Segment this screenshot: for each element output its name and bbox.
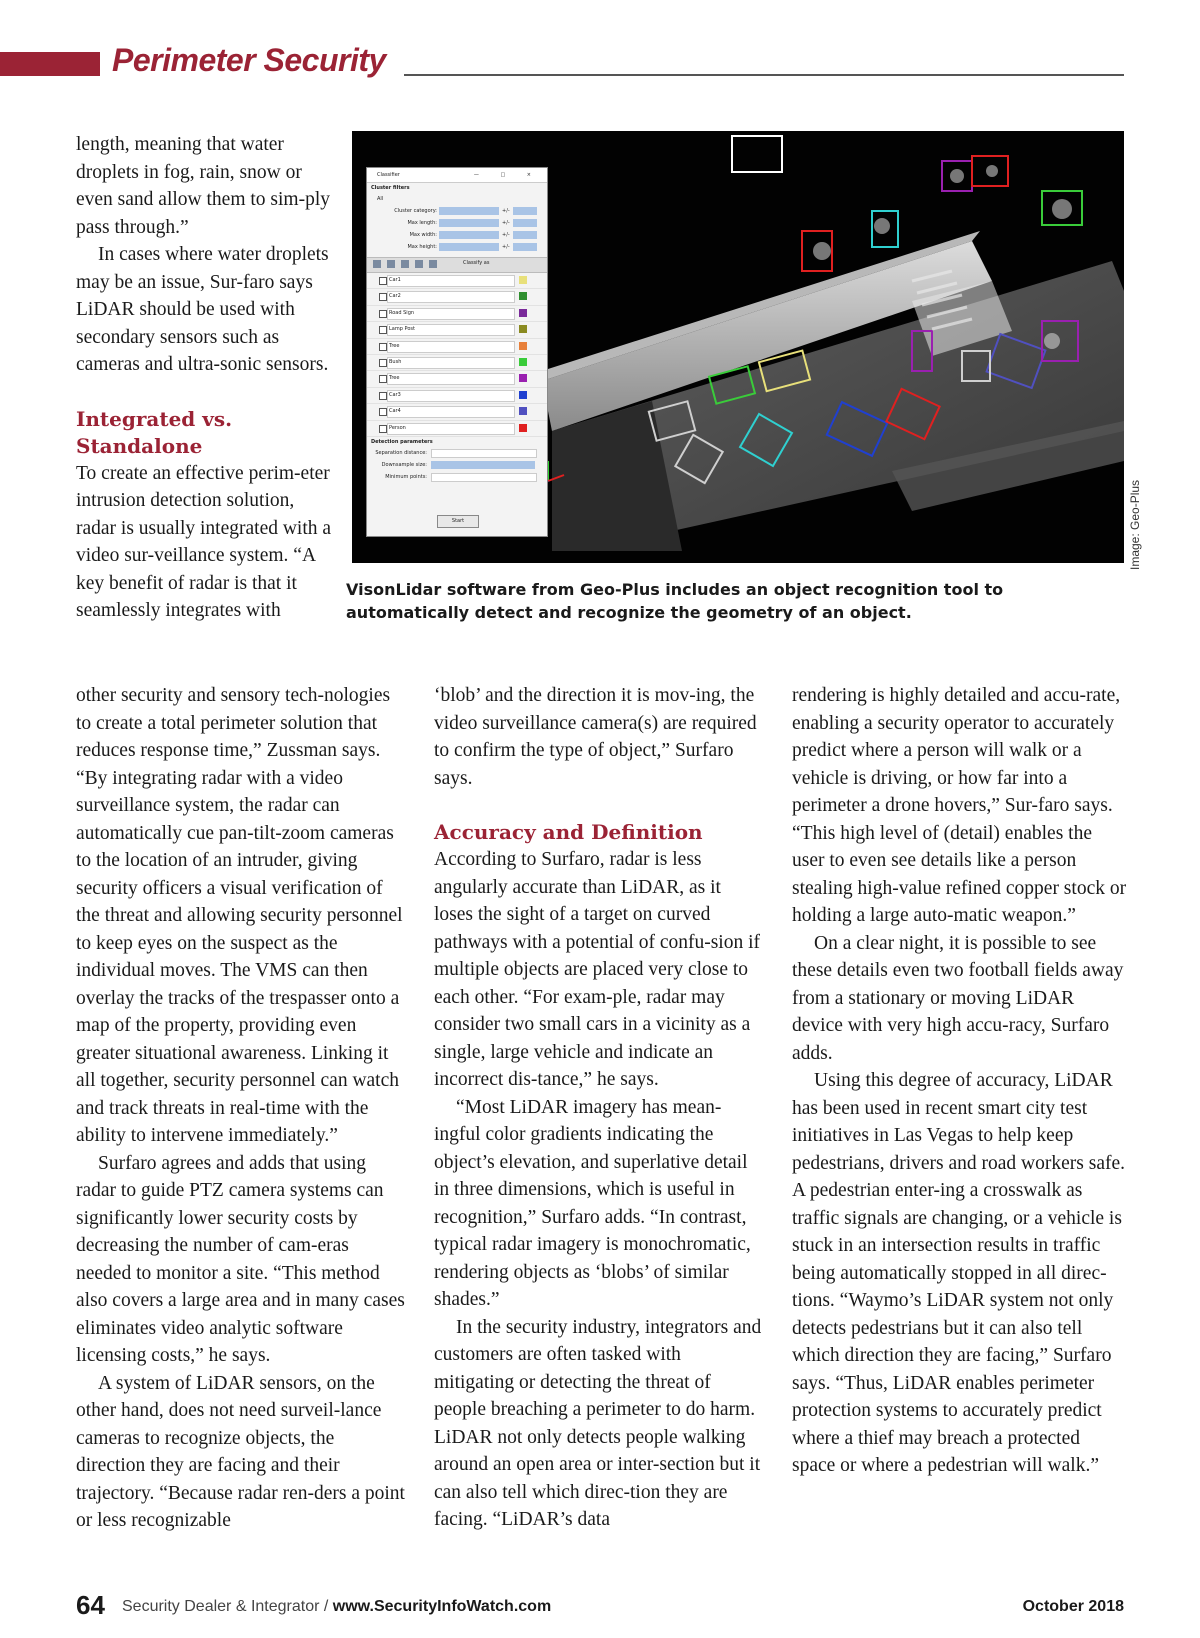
window-titlebar — [367, 168, 547, 183]
class-name: Car1 — [389, 277, 401, 283]
class-color-swatch — [519, 407, 527, 415]
class-row — [367, 289, 547, 305]
class-field — [387, 373, 515, 385]
class-row — [367, 388, 547, 404]
checkbox-icon — [379, 343, 387, 351]
class-name: Tree — [389, 375, 400, 382]
window-title: Classifier — [377, 172, 400, 178]
class-row — [367, 273, 547, 289]
subheading-integrated: Integrated vs. Standalone — [76, 406, 233, 458]
classifier-window — [366, 167, 548, 537]
param-row: Minimum points: — [367, 471, 547, 483]
class-row — [367, 371, 547, 387]
filter-row: Cluster category: +/- — [367, 205, 547, 217]
param-row: Separation distance: — [367, 447, 547, 459]
paragraph: ‘blob’ and the direction it is mov-ing, the video surveillance camera(s) are required to confirm the type of object,” Surfaro says. — [434, 685, 757, 789]
issue-date: October 2018 — [1022, 1598, 1124, 1615]
cluster-filters-label: Cluster filters — [371, 185, 410, 191]
class-row — [367, 306, 547, 322]
paragraph: Surfaro agrees and adds that using radar to guide PTZ camera systems can significantly lower security costs by decreasing the number of cam-eras needed to monitor a site. “This method also covers a large area and in many cases eliminates video analytic software licensing costs,” he says. — [76, 1152, 405, 1366]
lidar-screenshot-photo — [352, 131, 1124, 563]
window-toolbar — [367, 257, 547, 273]
class-color-swatch — [519, 309, 527, 317]
paragraph: To create an effective perim-eter intrusion detection solution, radar is usually integrated with a video sur-veillance system. “A key benefit of radar is that it seamlessly integrates with — [76, 462, 332, 621]
class-name: Tree — [389, 342, 400, 349]
checkbox-icon — [379, 425, 387, 433]
publication-line — [122, 1598, 551, 1616]
publication-url: www.SecurityInfoWatch.com — [332, 1598, 552, 1615]
paragraph: On a clear night, it is possible to see these details even two football fields away from a stationary or moving LiDAR device with very high accu-racy, Surfaro adds. — [792, 932, 1124, 1064]
class-field — [387, 406, 515, 418]
page-number: 64 — [76, 1590, 105, 1620]
class-name: Lamp Post — [389, 326, 415, 333]
filter-row: Max length: +/- — [367, 217, 547, 229]
checkbox-icon — [379, 375, 387, 383]
class-color-swatch — [519, 391, 527, 399]
filter-row: Max width: +/- — [367, 229, 547, 241]
param-row: Downsample size: — [367, 459, 547, 471]
paragraph: rendering is highly detailed and accu-rate, enabling a security operator to accurately predict where a person will walk or a vehicle is driving, or how far into a perimeter a drone hovers,” Sur-faro says. “This high level of (detail) enables the user to even see details like a person stealing high-value refined copper stock or holding a large auto-matic weapon.” — [792, 685, 1127, 926]
class-field — [387, 423, 515, 435]
column-3 — [792, 682, 1128, 1480]
class-color-swatch — [519, 325, 527, 333]
checkbox-icon — [379, 293, 387, 301]
class-color-swatch — [519, 424, 527, 432]
paragraph: In the security industry, integrators and customers are often tasked with mitigating or detecting the threat of people breaching a perimeter to do harm. LiDAR not only detects people walking around an open area or inter-section but it can also tell which direc-tion they are facing. “LiDAR’s data — [434, 1316, 762, 1530]
checkbox-icon — [379, 326, 387, 334]
subheading-accuracy: Accuracy and Definition — [434, 820, 703, 844]
page-footer — [76, 1590, 1124, 1626]
class-field — [387, 390, 515, 402]
class-name: Car3 — [389, 391, 401, 398]
class-color-swatch — [519, 292, 527, 300]
checkbox-icon — [379, 408, 387, 416]
class-color-swatch — [519, 276, 527, 284]
section-title: Perimeter Security — [112, 42, 386, 78]
class-row — [367, 355, 547, 371]
paragraph: Using this degree of accuracy, LiDAR has been used in recent smart city test initiatives in Las Vegas to help keep pedestrians, drivers and road workers safe. A pedestrian enter-ing a crosswalk as traffic signals are changing, or a vehicle is stuck in an intersection results in traffic being automatically stopped in all direc-tions. “Waymo’s LiDAR system not only detects pedestrians but it can also tell which direction they are facing,” Surfaro says. “Thus, LiDAR enables perimeter protection systems to accurately predict where a thief may breach a protected space or where a pedestrian will walk.” — [792, 1070, 1126, 1476]
window-controls: — □ × — [473, 172, 541, 178]
class-name: Car4 — [389, 408, 401, 415]
class-name: Person — [389, 424, 406, 431]
image-credit: Image: Geo-Plus — [1128, 479, 1142, 570]
classify-as-label: Classify as — [463, 260, 490, 266]
class-field — [387, 341, 515, 353]
checkbox-icon — [379, 392, 387, 400]
class-name: Car2 — [389, 293, 401, 300]
checkbox-icon — [379, 310, 387, 318]
paragraph: According to Surfaro, radar is less angularly accurate than LiDAR, as it loses the sight of a target on curved pathways with a potential of confu-sion if multiple objects are placed very close to each other. “For exam-ple, radar may consider two small cars in a vicinity as a single, large vehicle and indicate an incorrect dis-tance,” he says. — [434, 849, 761, 1090]
filter-row: Max height: +/- — [367, 241, 547, 253]
paragraph: A system of LiDAR sensors, on the other hand, does not need surveil-lance cameras to recognize objects, the direction they are facing and their trajectory. “Because radar ren-ders a point or less recognizable — [76, 1372, 405, 1531]
publication-name: Security Dealer & Integrator / — [122, 1598, 329, 1615]
class-row — [367, 322, 547, 338]
start-button: Start — [437, 515, 479, 528]
class-row — [367, 339, 547, 355]
paragraph: In cases where water droplets may be an issue, Sur-faro says LiDAR should be used with secondary sensors such as cameras and ultra-sonic sensors. — [76, 244, 329, 375]
class-list — [367, 273, 547, 437]
checkbox-icon — [379, 277, 387, 285]
class-field — [387, 275, 515, 287]
all-checkbox-label: All — [377, 196, 384, 202]
header-rule — [404, 74, 1124, 76]
class-row — [367, 421, 547, 437]
header-accent-bar — [0, 52, 100, 76]
column-1-top — [76, 131, 334, 625]
class-name: Road Sign — [389, 309, 415, 316]
class-row — [367, 404, 547, 420]
class-color-swatch — [519, 358, 527, 366]
figure-caption: VisonLidar software from Geo-Plus includes an object recognition tool to automatically detect and recognize the geometry of an object. — [346, 580, 1004, 622]
checkbox-icon — [379, 359, 387, 367]
class-field — [387, 291, 515, 303]
column-2 — [434, 682, 764, 1534]
column-1-bottom — [76, 682, 406, 1535]
class-color-swatch — [519, 342, 527, 350]
paragraph: length, meaning that water droplets in fog, rain, snow or even sand allow them to sim-ply pass through.” — [76, 134, 330, 238]
paragraph: other security and sensory tech-nologies to create a total perimeter solution that reduces response time,” Zussman says. “By integrating radar with a video surveillance system, the radar can automatically cue pan-tilt-zoom cameras to the location of an intruder, giving security officers a visual verification of the threat and allowing security personnel to keep eyes on the suspect as the individual moves. The VMS can then overlay the tracks of the trespasser onto a map of the property, providing even greater situational awareness. Linking it all together, security personnel can watch and track threats in real-time with the ability to intervene immediately.” — [76, 685, 403, 1146]
paragraph: “Most LiDAR imagery has mean-ingful color gradients indicating the object’s elevation, and superlative detail in three dimensions, which is useful in recognition,” Surfaro adds. “In contrast, typical radar imagery is monochromatic, rendering objects as ‘blobs’ of similar shades.” — [434, 1096, 751, 1310]
class-field — [387, 357, 515, 369]
class-name: Bush — [389, 358, 402, 365]
class-color-swatch — [519, 374, 527, 382]
detection-parameters-label: Detection parameters — [371, 438, 433, 445]
